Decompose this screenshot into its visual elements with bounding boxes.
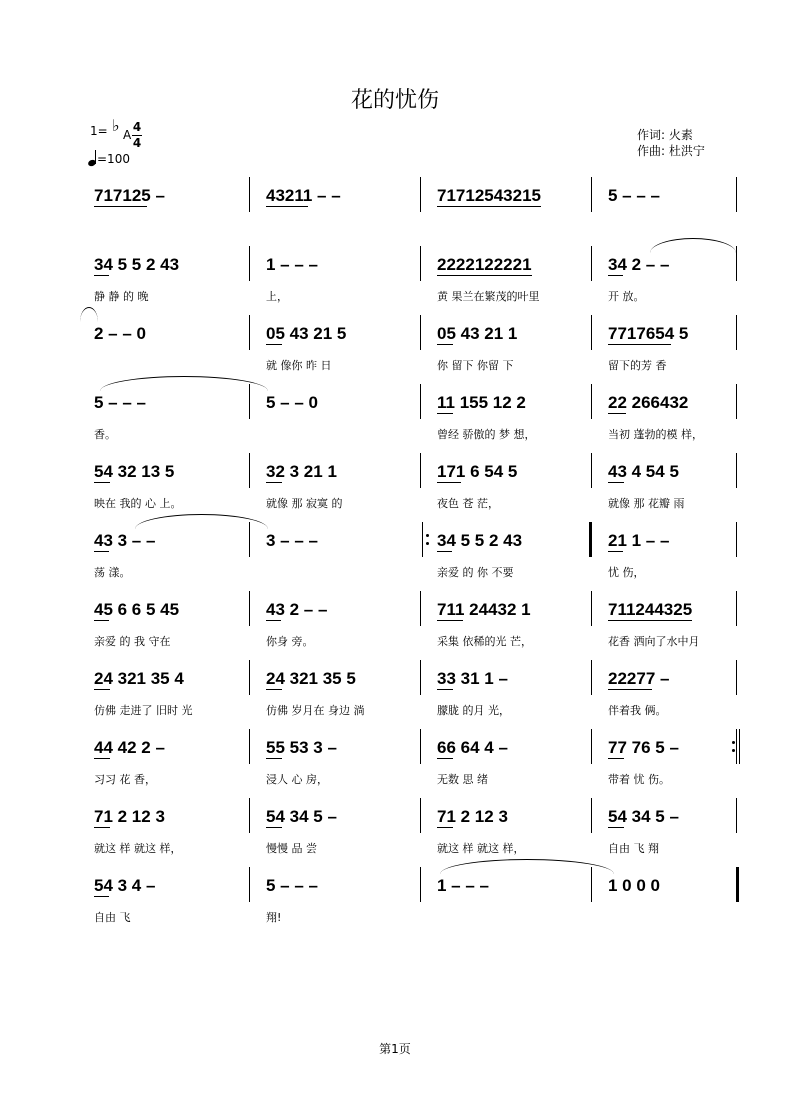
measure-lyrics: 香。 <box>94 428 116 441</box>
beam-line <box>437 620 463 621</box>
measure-lyrics: 翔! <box>266 911 282 924</box>
beam-line <box>437 482 461 483</box>
measure-notes: 1 – – – <box>437 876 489 895</box>
measure-notes: 171 6 54 5 <box>437 462 518 481</box>
repeat-dot <box>732 749 735 752</box>
measure-notes: 5 – – – <box>266 876 318 895</box>
beam-line <box>94 758 110 759</box>
measure-notes: 71 2 12 3 <box>437 807 508 826</box>
tempo-value: =100 <box>97 152 130 166</box>
lyricist-credit: 作词: 火素 <box>637 128 693 142</box>
system-3 <box>0 315 790 384</box>
beam-line <box>94 482 110 483</box>
barline <box>420 798 421 833</box>
beam-line <box>608 551 623 552</box>
measure-lyrics: 采集 依稀的光 芒， <box>437 635 532 648</box>
measure-notes: 22 266432 <box>608 393 689 412</box>
barline <box>736 867 739 902</box>
measure-notes: 22277 – <box>608 669 670 688</box>
measure-lyrics: 夜色 苍 茫， <box>437 497 499 510</box>
system-8 <box>0 660 790 729</box>
barline <box>736 384 737 419</box>
measure-notes: 43 4 54 5 <box>608 462 679 481</box>
beam-line <box>266 758 282 759</box>
measure-lyrics: 就像 那 寂寞 的 <box>266 497 343 510</box>
beam-line <box>94 275 109 276</box>
system-4 <box>0 384 790 453</box>
flat-icon: ♭ <box>112 116 120 135</box>
measure-lyrics: 忧 伤， <box>608 566 645 579</box>
measure-lyrics: 就这 样 就这 样， <box>437 842 525 855</box>
measure-notes: 711244325 <box>608 600 693 619</box>
barline <box>420 177 421 212</box>
time-signature-bottom: 4 <box>132 136 142 150</box>
measure-notes: 1 0 0 0 <box>608 876 660 895</box>
time-signature <box>131 120 143 151</box>
measure-lyrics: 当初 蓬勃的模 样， <box>608 428 703 441</box>
measure-notes: 77 76 5 – <box>608 738 679 757</box>
barline <box>249 591 250 626</box>
measure-notes: 43211 – – <box>266 186 341 205</box>
barline <box>591 177 592 212</box>
measure-notes: 34 5 5 2 43 <box>437 531 523 550</box>
measure-notes: 43 3 – – <box>94 531 156 550</box>
barline <box>420 453 421 488</box>
measure-lyrics: 浸人 心 房， <box>266 773 328 786</box>
system-1 <box>0 177 790 246</box>
measure-lyrics: 上， <box>266 290 288 303</box>
barline <box>249 867 250 902</box>
beam-line <box>94 551 109 552</box>
system-6 <box>0 522 790 591</box>
barline <box>736 246 737 281</box>
barline <box>591 315 592 350</box>
beam-line <box>266 206 308 207</box>
beam-line <box>94 827 110 828</box>
measure-lyrics: 你 留下 你留 下 <box>437 359 514 372</box>
measure-lyrics: 映在 我的 心 上。 <box>94 497 182 510</box>
measure-notes: 55 53 3 – <box>266 738 337 757</box>
barline <box>249 453 250 488</box>
system-10 <box>0 798 790 867</box>
measure-lyrics: 荡 漾。 <box>94 566 131 579</box>
beam-line <box>608 413 626 414</box>
measure-notes: 717125 – <box>94 186 165 205</box>
measure-lyrics: 亲爱 的 你 不要 <box>437 566 514 579</box>
barline <box>591 591 592 626</box>
measure-notes: 05 43 21 5 <box>266 324 347 343</box>
beam-line <box>266 689 282 690</box>
system-9 <box>0 729 790 798</box>
measure-notes: 05 43 21 1 <box>437 324 518 343</box>
beam-line <box>266 344 282 345</box>
measure-lyrics: 仿佛 岁月在 身边 淌 <box>266 704 365 717</box>
measure-notes: 34 5 5 2 43 <box>94 255 180 274</box>
repeat-dot <box>426 542 429 545</box>
measure-notes: 11 155 12 2 <box>437 393 526 412</box>
measure-notes: 71712543215 <box>437 186 542 205</box>
system-5 <box>0 453 790 522</box>
barline <box>736 591 737 626</box>
barline <box>249 660 250 695</box>
barline <box>420 660 421 695</box>
beam-line <box>437 275 532 276</box>
beam-line <box>94 620 109 621</box>
key-prefix: 1= <box>90 124 108 138</box>
barline <box>591 246 592 281</box>
measure-notes: 24 321 35 4 <box>94 669 184 688</box>
barline <box>591 660 592 695</box>
measure-notes: 7717654 5 <box>608 324 689 343</box>
beam-line <box>608 620 692 621</box>
quarter-note-icon <box>88 150 97 166</box>
measure-lyrics: 就 像你 昨 日 <box>266 359 332 372</box>
beam-line <box>266 482 282 483</box>
key-tonic: A <box>123 128 132 142</box>
measure-notes: 71 2 12 3 <box>94 807 165 826</box>
measure-lyrics: 就这 样 就这 样， <box>94 842 182 855</box>
beam-line <box>437 758 453 759</box>
barline <box>420 591 421 626</box>
beam-line <box>437 206 541 207</box>
repeat-dot <box>426 534 429 537</box>
beam-line <box>608 275 623 276</box>
beam-line <box>437 344 453 345</box>
measure-lyrics: 自由 飞 <box>94 911 131 924</box>
page-number: 第1页 <box>379 1042 411 1056</box>
barline <box>249 246 250 281</box>
measure-notes: 54 32 13 5 <box>94 462 175 481</box>
beam-line <box>437 413 453 414</box>
beam-line <box>608 689 652 690</box>
beam-line <box>437 689 453 690</box>
barline <box>249 177 250 212</box>
measure-notes: 33 31 1 – <box>437 669 508 688</box>
measure-lyrics: 仿佛 走进了 旧时 光 <box>94 704 193 717</box>
measure-lyrics: 慢慢 品 尝 <box>266 842 317 855</box>
credits <box>637 127 705 159</box>
measure-lyrics: 朦胧 的月 光， <box>437 704 510 717</box>
measure-notes: 43 2 – – <box>266 600 328 619</box>
key-signature <box>90 116 132 142</box>
measure-notes: 34 2 – – <box>608 255 670 274</box>
beam-line <box>608 344 671 345</box>
measure-notes: 54 3 4 – <box>94 876 156 895</box>
measure-lyrics: 带着 忧 伤。 <box>608 773 670 786</box>
measure-notes: 5 – – – <box>94 393 146 412</box>
measure-notes: 5 – – 0 <box>266 393 318 412</box>
measure-notes: 5 – – – <box>608 186 660 205</box>
time-signature-top: 4 <box>132 120 142 134</box>
measure-lyrics: 伴着我 俩。 <box>608 704 667 717</box>
measure-notes: 44 42 2 – <box>94 738 165 757</box>
barline <box>736 729 737 764</box>
barline <box>591 729 592 764</box>
measure-lyrics: 你身 旁。 <box>266 635 314 648</box>
measure-lyrics: 静 静 的 晚 <box>94 290 149 303</box>
measure-lyrics: 亲爱 的 我 守在 <box>94 635 171 648</box>
beam-line <box>608 827 624 828</box>
barline <box>249 798 250 833</box>
measure-lyrics: 花香 洒向了水中月 <box>608 635 700 648</box>
beam-line <box>94 206 147 207</box>
measure-lyrics: 开 放。 <box>608 290 645 303</box>
tempo-marking <box>88 150 130 166</box>
system-11 <box>0 867 790 936</box>
system-2 <box>0 246 790 315</box>
measure-notes: 45 6 6 5 45 <box>94 600 180 619</box>
measure-notes: 21 1 – – <box>608 531 670 550</box>
barline <box>420 315 421 350</box>
measure-notes: 711 24432 1 <box>437 600 531 619</box>
measure-lyrics: 留下的芳 香 <box>608 359 667 372</box>
barline <box>739 729 740 764</box>
barline <box>736 453 737 488</box>
composer-credit: 作曲: 杜洪宁 <box>637 144 705 158</box>
beam-line <box>437 551 452 552</box>
measure-notes: 2222122221 <box>437 255 532 274</box>
measure-notes: 32 3 21 1 <box>266 462 337 481</box>
measure-notes: 3 – – – <box>266 531 318 550</box>
barline <box>420 729 421 764</box>
barline <box>736 315 737 350</box>
measure-lyrics: 无数 思 绪 <box>437 773 488 786</box>
barline <box>249 315 250 350</box>
beam-line <box>266 827 282 828</box>
barline <box>591 798 592 833</box>
beam-line <box>94 689 110 690</box>
barline <box>420 246 421 281</box>
barline <box>736 522 737 557</box>
measure-lyrics: 黄 果兰在繁茂的叶里 <box>437 290 540 303</box>
barline <box>736 177 737 212</box>
beam-line <box>266 620 281 621</box>
system-7 <box>0 591 790 660</box>
barline <box>736 798 737 833</box>
beam-line <box>437 827 453 828</box>
measure-notes: 54 34 5 – <box>608 807 679 826</box>
barline <box>249 729 250 764</box>
song-title: 花的忧伤 <box>350 88 439 113</box>
measure-notes: 66 64 4 – <box>437 738 508 757</box>
barline <box>420 867 421 902</box>
measure-notes: 54 34 5 – <box>266 807 337 826</box>
measure-notes: 2 – – 0 <box>94 324 146 343</box>
measure-notes: 24 321 35 5 <box>266 669 356 688</box>
measure-lyrics: 自由 飞 翔 <box>608 842 659 855</box>
barline <box>420 384 421 419</box>
measure-lyrics: 就像 那 花瓣 雨 <box>608 497 685 510</box>
barline <box>591 522 592 557</box>
barline <box>591 453 592 488</box>
repeat-dot <box>732 741 735 744</box>
beam-line <box>608 482 624 483</box>
measure-notes: 1 – – – <box>266 255 318 274</box>
barline <box>736 660 737 695</box>
barline <box>422 522 423 557</box>
measure-lyrics: 曾经 骄傲的 梦 想， <box>437 428 536 441</box>
beam-line <box>608 758 624 759</box>
measure-lyrics: 习习 花 香， <box>94 773 156 786</box>
beam-line <box>94 896 109 897</box>
barline <box>591 384 592 419</box>
